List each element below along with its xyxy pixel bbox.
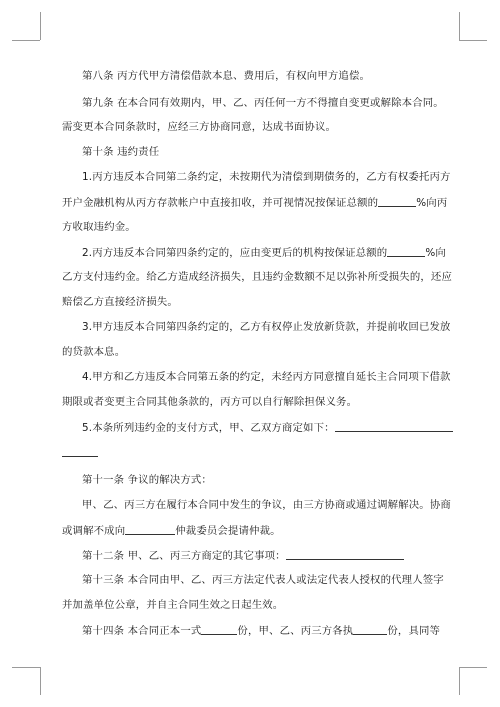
clause-10-4-line-1	[82, 371, 451, 384]
article-8-line	[82, 70, 370, 83]
article-13-line-1	[82, 574, 444, 587]
crop-mark-top-right	[459, 12, 460, 40]
text: 乙方支付违约金。给乙方造成经济损失，且违约金数额不足以弥补所受损失的，还应	[62, 271, 452, 283]
text: 方收取违约金。	[62, 221, 136, 233]
text: %向丙	[416, 197, 448, 209]
clause-10-3-line-2	[62, 346, 125, 359]
text: 第十三条 本合同由甲、乙、丙三方法定代表人或法定代表人授权的代理人签字	[82, 574, 444, 586]
clause-10-1-line-1	[82, 171, 451, 184]
clause-10-3-line-1	[82, 321, 451, 334]
article-14-line-1	[82, 624, 440, 638]
fill-blank[interactable]	[387, 246, 425, 257]
text: 赔偿乙方直接经济损失。	[62, 296, 178, 308]
text: 第八条 丙方代甲方清偿借款本息、费用后，有权向甲方追偿。	[82, 70, 371, 82]
fill-blank[interactable]	[125, 524, 175, 535]
text: 第十一条 争议的解决方式：	[82, 474, 212, 486]
crop-mark-bottom-left	[40, 667, 41, 695]
article-11-line-2	[62, 524, 281, 538]
text: 第十二条 甲、乙、丙三方商定的其它事项：	[82, 550, 286, 562]
clause-10-2-line-2	[62, 271, 452, 284]
fill-blank[interactable]	[201, 624, 237, 635]
article-9-line-1	[82, 97, 444, 110]
text: 需变更本合同条款时，应经三方协商同意，达成书面协议。	[62, 121, 337, 133]
text: 开户金融机构从丙方存款帐户中直接扣收，并可视情况按保证总额的	[62, 197, 379, 209]
fill-blank[interactable]	[286, 549, 404, 560]
clause-10-1-line-2	[62, 196, 447, 210]
text: 第九条 在本合同有效期内，甲、乙、丙任何一方不得擅自变更或解除本合同。	[82, 97, 444, 109]
text: 并加盖单位公章，并自主合同生效之日起生效。	[62, 599, 284, 611]
crop-mark-bottom-right-h	[459, 667, 487, 668]
fill-blank[interactable]	[335, 421, 453, 432]
article-13-line-2	[62, 599, 283, 612]
crop-mark-bottom-right	[459, 667, 460, 695]
crop-mark-bottom-left-h	[12, 667, 40, 668]
clause-10-5-line-1	[82, 421, 453, 435]
text: 份，甲、乙、丙三方各执	[237, 625, 354, 637]
text: 期限或者变更主合同其他条款的，丙方可以自行解除担保义务。	[62, 396, 358, 408]
text: 或调解不成向	[62, 525, 126, 537]
text: 4.甲方和乙方违反本合同第五条的约定，未经丙方同意擅自延长主合同项下借款	[82, 371, 451, 383]
text: 5.本条所列违约金的支付方式，甲、乙双方商定如下：	[82, 422, 335, 434]
text: 甲、乙、丙三方在履行本合同中发生的争议，由三方协商或通过调解解决。协商	[82, 499, 451, 511]
article-12-line	[82, 549, 404, 563]
text: %向	[425, 247, 446, 259]
text: 份，具同等	[387, 625, 441, 637]
article-10-heading	[82, 146, 159, 159]
article-11-heading	[82, 474, 212, 487]
clause-10-2-line-3	[62, 296, 178, 309]
clause-10-5-line-2	[62, 446, 98, 460]
fill-blank[interactable]	[62, 446, 98, 457]
text: 仲裁委员会提请仲裁。	[175, 525, 281, 537]
article-11-line-1	[82, 499, 451, 512]
crop-mark-top-left	[40, 12, 41, 40]
text: 2.丙方违反本合同第四条约定的，应由变更后的机构按保证总额的	[82, 247, 388, 259]
crop-mark-top-left-h	[12, 40, 40, 41]
text: 第十四条 本合同正本一式	[82, 625, 202, 637]
text: 1.丙方违反本合同第二条约定，未按期代为清偿到期债务的，乙方有权委托丙方	[82, 171, 451, 183]
fill-blank[interactable]	[353, 624, 387, 635]
clause-10-4-line-2	[62, 396, 357, 409]
clause-10-1-line-3	[62, 221, 136, 234]
article-9-line-2	[62, 121, 336, 134]
text: 的贷款本息。	[62, 346, 126, 358]
text: 第十条 违约责任	[82, 146, 160, 158]
crop-mark-top-right-h	[459, 40, 487, 41]
clause-10-2-line-1	[82, 246, 446, 260]
fill-blank[interactable]	[378, 196, 416, 207]
text: 3.甲方违反本合同第四条约定的，乙方有权停止发放新贷款，并提前收回已发放	[82, 321, 451, 333]
